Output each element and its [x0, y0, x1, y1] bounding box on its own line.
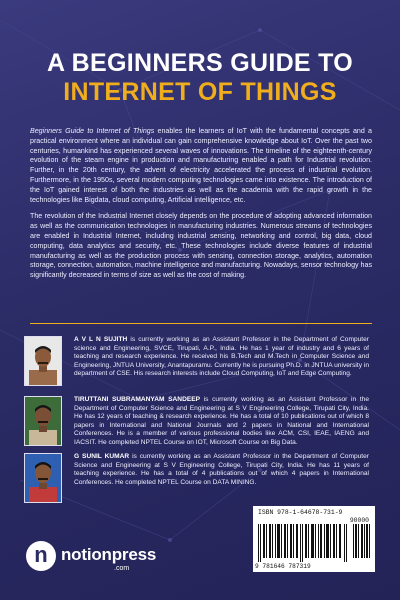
author-photo-2	[24, 396, 62, 446]
author-photo-3	[24, 453, 62, 503]
author-bio-1	[74, 336, 369, 379]
logo-circle-icon	[26, 541, 56, 571]
author-bio-text-2: is currently working as an Assistant Professor in the Department of Computer Science and Engineering at S V Engineering College, Tirupati City, India. He has 12 years of teaching & research experience. He has a total of 10 publications out of which 8 papers in International and National Journals and 2 papers in National and International Conferences. He is a member of various professional bodies like ACM, CSI, IEAE, IAENG and IACSIT. He completed NPTEL Course on IOT, Microsoft Course on Big Data.	[74, 396, 369, 446]
author-photo-1	[24, 336, 62, 386]
author-bio-3	[74, 453, 369, 487]
book-description	[30, 127, 372, 288]
barcode-bars	[258, 524, 350, 562]
price-barcode-bars	[353, 524, 371, 558]
author-name-2: TIRUTTANI SUBRAMANYAM SANDEEP	[74, 396, 201, 403]
description-paragraph-1-text: enables the learners of IoT with the fundamental concepts and a practical environment where an individual can gain comprehensive knowledge about IoT. Over the past two centuries, humankind has experienced several waves of innovations. The timeline of the eighteenth-century evolution of the steam engine in production and manufacturing enabled a path for Industrial revolution. Further, in the 20th century, the advent of electricity accelerated the process of industrial evolution. Furthermore, in the 1950s, several modern computing technologies came into existence. The introduction of the IoT gained interest of both the industries as well as the academia with the rapid growth in the technologies like Bigdata, cloud computing, Artificial intelligence, etc.	[30, 127, 372, 204]
barcode-digits: 9 781646 787319	[255, 563, 311, 570]
isbn-barcode	[253, 506, 375, 572]
logo-letter: n	[34, 542, 48, 567]
author-name-1: A V L N SUJITH	[74, 336, 128, 343]
author-bio-2	[74, 396, 369, 448]
publisher-domain: .com	[114, 565, 130, 572]
section-divider	[30, 323, 372, 324]
publisher-name: notionpress	[61, 545, 157, 564]
author-bio-text-3: is currently working as an Assistant Professor in the Department of Computer Science and Engineering at S V Engineering College, Tirupati City, India. He has 11 years of teaching experience. He has a total of 4 publications out of which 4 papers in International Conferences. He completed NPTEL Course on DATA MINING.	[74, 453, 369, 486]
description-paragraph-2: The revolution of the Industrial Internet closely depends on the procedure of adopting advanced information as well as the communication technologies in manufacturing industries. Numerous streams of technologies are enabled in Industrial Internet, including industrial sensing, networking and control, big data, cloud computing, data analytics and security, etc. These technologies include diverse features of industrial manufacturing as well as the production process with sensing, connection storage, analytics, automation storage, connection, automation, machine intelligence and manufacturing. Nowadays, sensor technology has significantly decreased in terms of size as well as the cost of making.	[30, 212, 372, 280]
isbn-label: ISBN 978-1-64678-731-9	[258, 509, 343, 516]
title-line-2: INTERNET OF THINGS	[63, 78, 337, 106]
title-line-1: A BEGINNERS GUIDE TO	[46, 49, 354, 77]
author-bio-text-1: is currently working as an Assistant Professor in the Department of Computer science and Engineering, SVCE, Tirupati, A.P., India. He has 1 year of industry and 6 years of teaching and research experience. He received his B.Tech and M.Tech in Computer Science and Engineering, JNTUA University, Anantapuramu. Currently he is pursuing Ph.D. in JNTUA university in department of CSE. His research interests include Cloud Computing, IoT and Edge Computing.	[74, 336, 369, 378]
publisher-logo	[26, 541, 156, 581]
price-code: 90000	[349, 517, 369, 524]
author-name-3: G SUNIL KUMAR	[74, 453, 130, 460]
description-paragraph-1	[30, 127, 372, 205]
book-title-italic: Beginners Guide to Internet of Things	[30, 127, 155, 135]
